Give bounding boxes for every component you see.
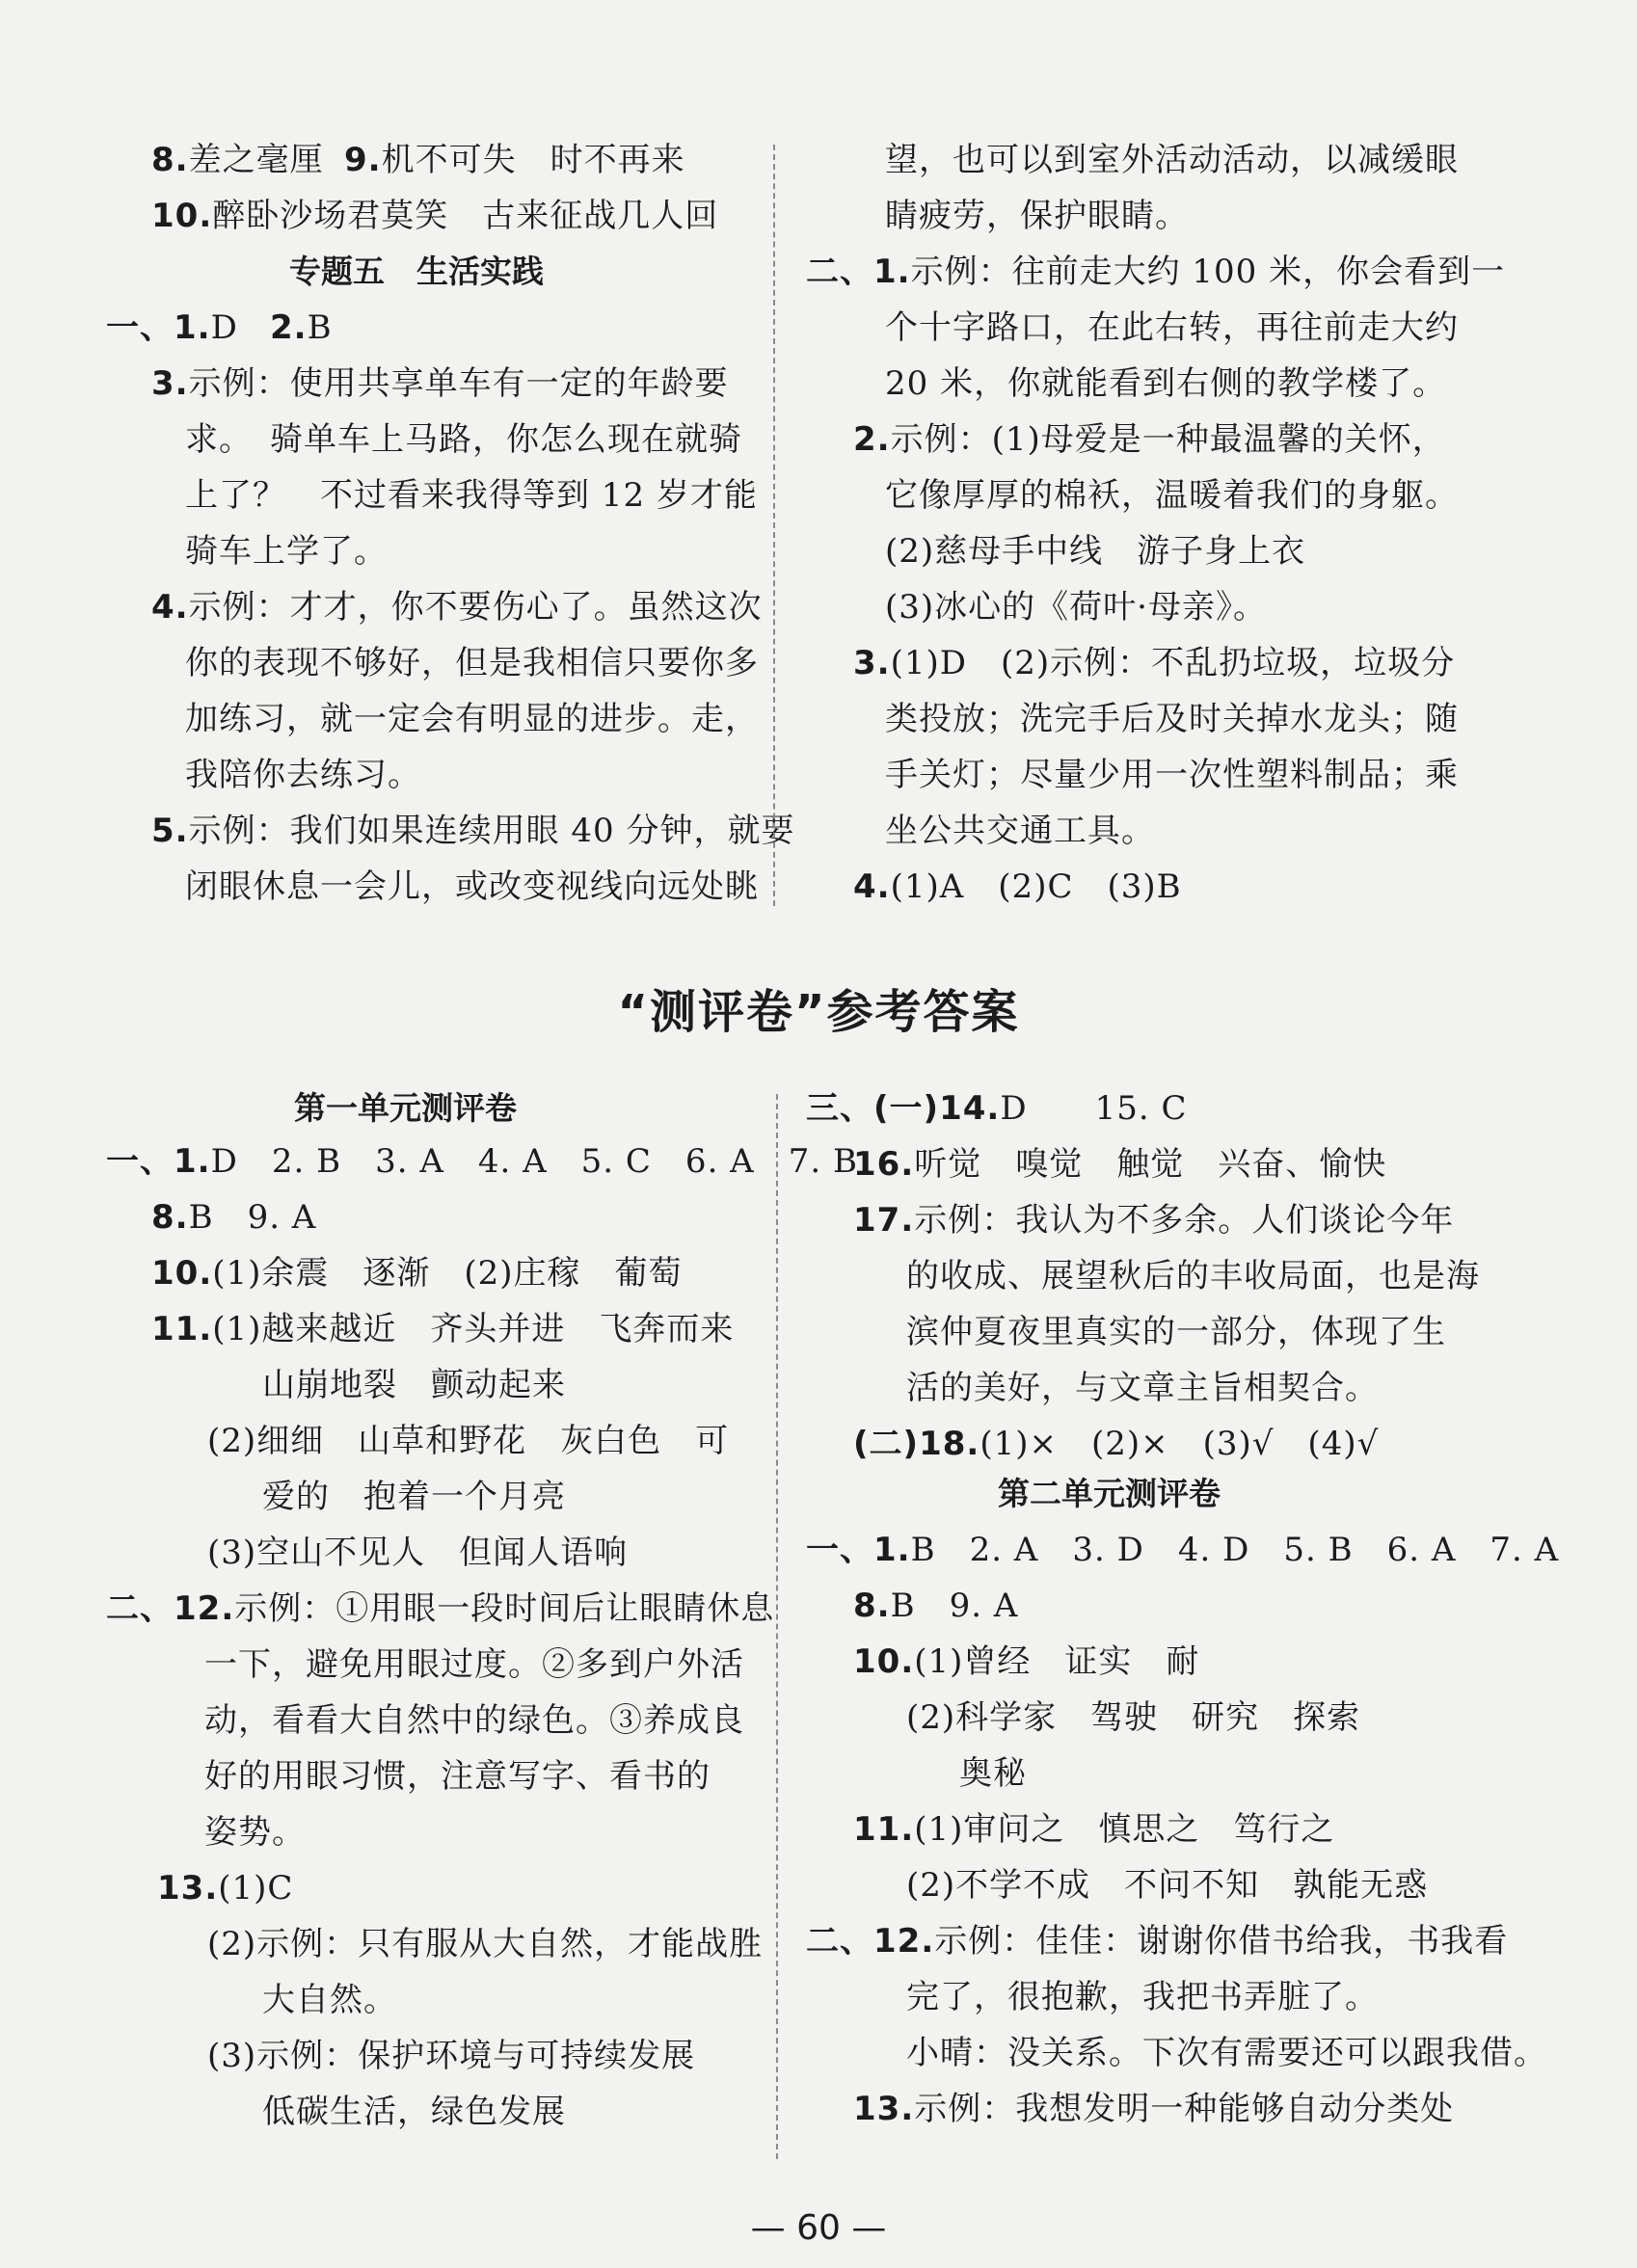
column-divider <box>773 145 775 906</box>
answer-line: 20 米，你就能看到右侧的教学楼了。 <box>885 364 1447 403</box>
answer-line: 11.(1)审问之 慎思之 笃行之 <box>853 1810 1335 1849</box>
answer-line: 一下，避免用眼过度。②多到户外活 <box>204 1645 744 1684</box>
answer-line: 坐公共交通工具。 <box>885 812 1155 850</box>
answer-line: 8.B 9. A <box>853 1587 1019 1625</box>
answer-line: 上了？ 不过看来我得等到 12 岁才能 <box>185 476 758 515</box>
answer-line: 加练习，就一定会有明显的进步。走， <box>185 700 759 738</box>
answer-line: 个十字路口，在此右转，再往前走大约 <box>885 308 1459 347</box>
answer-line: 10.(1)曾经 证实 耐 <box>853 1642 1200 1681</box>
section-heading: 第二单元测评卷 <box>998 1475 1221 1512</box>
answer-line: 10.(1)余震 逐渐 (2)庄稼 葡萄 <box>151 1254 683 1293</box>
answer-line: 小晴：没关系。下次有需要还可以跟我借。 <box>906 2034 1547 2072</box>
answer-line: 5.示例：我们如果连续用眼 40 分钟，就要 <box>151 812 795 850</box>
answer-line: 9.机不可失 时不再来 <box>344 141 685 179</box>
answer-line: (2)科学家 驾驶 研究 探索 <box>906 1698 1361 1737</box>
column-divider <box>776 1094 778 2159</box>
answer-line: 4.(1)A (2)C (3)B <box>853 867 1182 906</box>
answer-line: 望，也可以到室外活动活动，以减缓眼 <box>885 141 1459 179</box>
answer-line: (二)18.(1)× (2)× (3)√ (4)√ <box>853 1425 1380 1463</box>
answer-line: 我陪你去练习。 <box>185 756 421 794</box>
answer-line: (2)细细 山草和野花 灰白色 可 <box>207 1422 730 1460</box>
answer-line: 三、(一)14.D 15. C <box>806 1089 1188 1128</box>
answer-line: 好的用眼习惯，注意写字、看书的 <box>204 1757 711 1796</box>
answer-line: 爱的 抱着一个月亮 <box>262 1478 566 1516</box>
answer-line: 一、1.D <box>106 308 238 347</box>
answer-line: 它像厚厚的棉袄，温暖着我们的身躯。 <box>885 476 1459 515</box>
answer-line: 动，看看大自然中的绿色。③养成良 <box>204 1701 744 1740</box>
answer-line: 山崩地裂 颤动起来 <box>262 1366 566 1404</box>
answer-line: 的收成、展望秋后的丰收局面，也是海 <box>906 1257 1480 1295</box>
answer-line: 二、12.示例：①用眼一段时间后让眼睛休息 <box>106 1589 775 1628</box>
answer-line: 4.示例：才才，你不要伤心了。虽然这次 <box>151 588 763 627</box>
answer-line: 16.听觉 嗅觉 触觉 兴奋、愉快 <box>853 1145 1387 1184</box>
page-number: — 60 — <box>750 2208 887 2248</box>
answer-line: 骑车上学了。 <box>185 532 388 571</box>
answer-line: (3)空山不见人 但闻人语响 <box>207 1534 629 1572</box>
answer-line: 类投放；洗完手后及时关掉水龙头；随 <box>885 700 1459 738</box>
section-heading: 第一单元测评卷 <box>294 1089 517 1127</box>
answer-line: (2)不学不成 不问不知 孰能无惑 <box>906 1866 1429 1905</box>
answer-line: (2)慈母手中线 游子身上衣 <box>885 532 1306 571</box>
answer-line: 大自然。 <box>262 1981 397 2019</box>
page-title: “测评卷”参考答案 <box>617 985 1020 1039</box>
answer-line: 2.示例：(1)母爱是一种最温馨的关怀， <box>853 420 1446 459</box>
answer-line: 睛疲劳，保护眼睛。 <box>885 197 1189 235</box>
answer-line: 11.(1)越来越近 齐头并进 飞奔而来 <box>151 1310 735 1348</box>
answer-line: 活的美好，与文章主旨相契合。 <box>906 1369 1379 1407</box>
answer-line: 奥秘 <box>959 1754 1027 1793</box>
section-heading: 专题五 生活实践 <box>289 253 544 290</box>
answer-line: 8.差之毫厘 <box>151 141 324 179</box>
answer-line: 一、1.B 2. A 3. D 4. D 5. B 6. A 7. A <box>806 1531 1560 1569</box>
answer-line: 3.示例：使用共享单车有一定的年龄要 <box>151 364 729 403</box>
answer-line: 3.(1)D (2)示例：不乱扔垃圾，垃圾分 <box>853 644 1456 682</box>
answer-line: 8.B 9. A <box>151 1198 317 1237</box>
answer-line: (3)示例：保护环境与可持续发展 <box>207 2037 696 2075</box>
answer-line: 二、12.示例：佳佳：谢谢你借书给我，书我看 <box>806 1922 1509 1961</box>
answer-line: 13.(1)C <box>157 1869 294 1908</box>
answer-line: 求。 骑单车上马路，你怎么现在就骑 <box>185 420 742 459</box>
answer-line: 姿势。 <box>204 1813 306 1852</box>
answer-line: 10.醉卧沙场君莫笑 古来征战几人回 <box>151 197 719 235</box>
answer-line: 手关灯；尽量少用一次性塑料制品；乘 <box>885 756 1459 794</box>
answer-line: 你的表现不够好，但是我相信只要你多 <box>185 644 759 682</box>
answer-line: 完了，很抱歉，我把书弄脏了。 <box>906 1978 1379 2016</box>
answer-line: 滨仲夏夜里真实的一部分，体现了生 <box>906 1313 1446 1351</box>
answer-line: 一、1.D 2. B 3. A 4. A 5. C 6. A 7. B <box>106 1142 858 1181</box>
answer-line: 2.B <box>270 308 333 347</box>
answer-line: (3)冰心的《荷叶·母亲》。 <box>885 588 1267 627</box>
answer-line: 17.示例：我认为不多余。人们谈论今年 <box>853 1201 1455 1240</box>
answer-line: 闭眼休息一会儿，或改变视线向远处眺 <box>185 867 759 906</box>
answer-line: 低碳生活，绿色发展 <box>262 2093 566 2131</box>
answer-line: 13.示例：我想发明一种能够自动分类处 <box>853 2090 1455 2128</box>
answer-line: 二、1.示例：往前走大约 100 米，你会看到一 <box>806 253 1506 291</box>
answer-line: (2)示例：只有服从大自然，才能战胜 <box>207 1925 764 1963</box>
